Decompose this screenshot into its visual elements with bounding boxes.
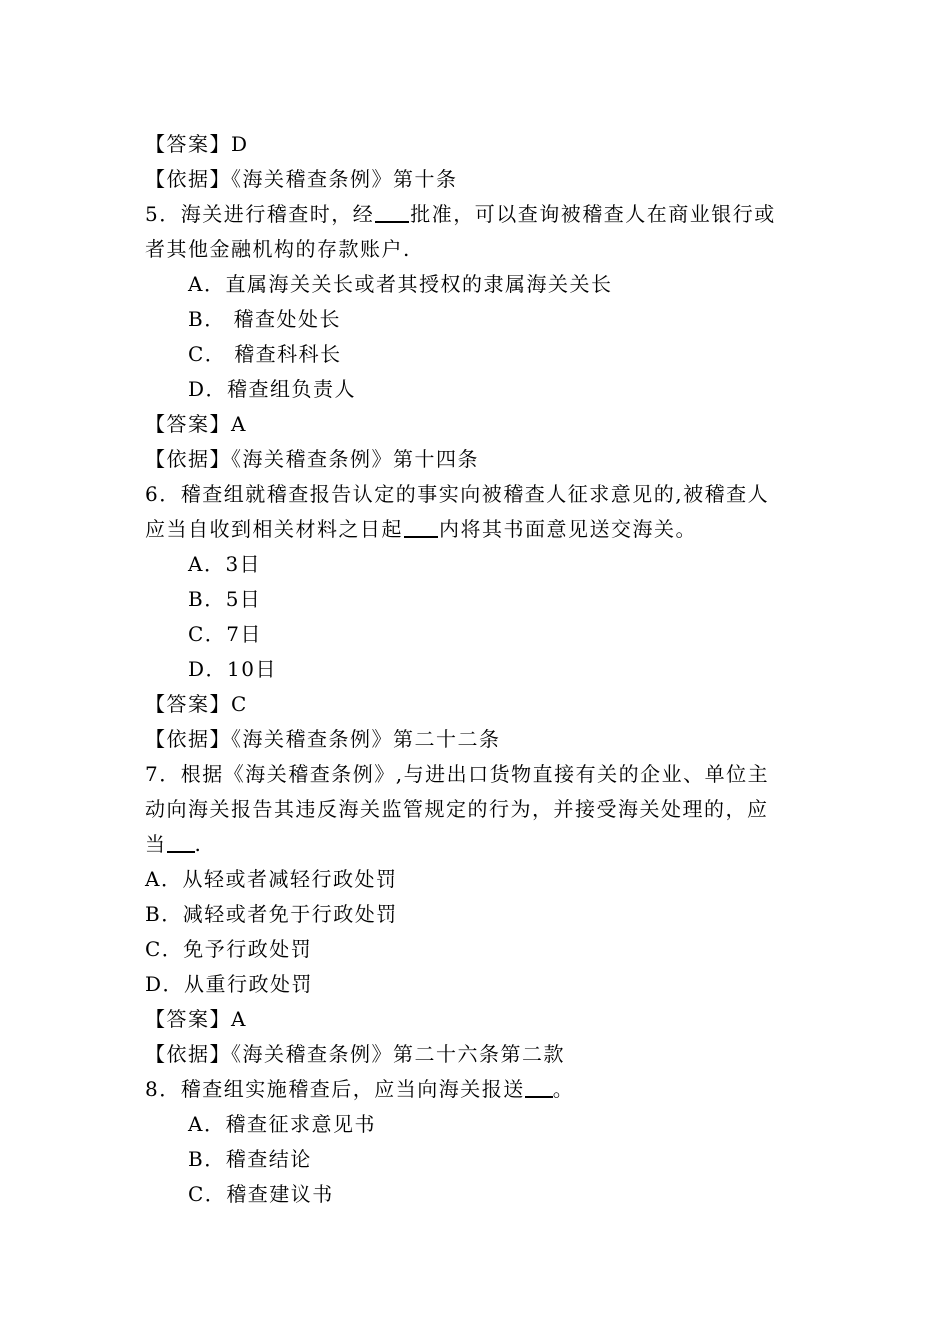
basis-line [145, 442, 479, 477]
option-c: C．7日 [188, 622, 263, 646]
basis-text: 《海关稽查条例》第十四条 [231, 447, 479, 471]
option-b: B．稽查结论 [188, 1147, 312, 1171]
question-5-line-1 [145, 197, 776, 232]
answer-blank [404, 518, 438, 538]
question-text: 者其他金融机构的存款账户. [145, 237, 411, 261]
option-c: C．免予行政处罚 [145, 937, 313, 961]
answer-value: A [231, 1007, 247, 1031]
answer-tag: 【答案】 [145, 692, 231, 716]
basis-line [145, 162, 458, 197]
question-text: 。 [552, 1077, 575, 1101]
question-text: 7．根据《海关稽查条例》,与进出口货物直接有关的企业、单位主 [145, 762, 770, 786]
option-a: A．3日 [188, 552, 262, 576]
answer-tag: 【答案】 [145, 1007, 231, 1031]
basis-tag: 【依据】 [145, 167, 231, 191]
answer-blank [375, 203, 409, 223]
answer-value: C [231, 692, 248, 716]
option-c: C． 稽查科科长 [188, 342, 342, 366]
question-text: 当 [145, 832, 167, 856]
question-5-line-2 [145, 232, 411, 267]
question-8-line-1 [145, 1072, 574, 1107]
question-text: . [194, 832, 203, 856]
question-text: 8．稽查组实施稽查后，应当向海关报送 [145, 1077, 525, 1101]
answer-value: A [231, 412, 247, 436]
answer-value: D [231, 132, 249, 156]
question-text: 批准，可以查询被稽查人在商业银行或 [410, 202, 776, 226]
basis-tag: 【依据】 [145, 727, 231, 751]
basis-tag: 【依据】 [145, 447, 231, 471]
basis-text: 《海关稽查条例》第二十六条第二款 [231, 1042, 565, 1066]
option-a: A．直属海关关长或者其授权的隶属海关关长 [188, 272, 613, 296]
question-7-line-1 [145, 757, 769, 792]
option-a: A．稽查征求意见书 [188, 1112, 376, 1136]
answer-blank [525, 1078, 553, 1098]
answer-tag: 【答案】 [145, 412, 231, 436]
basis-tag: 【依据】 [145, 1042, 231, 1066]
question-6-line-1 [145, 477, 769, 512]
question-text: 6．稽查组就稽查报告认定的事实向被稽查人征求意见的,被稽查人 [145, 482, 770, 506]
question-text: 内将其书面意见送交海关。 [439, 517, 697, 541]
answer-line [145, 1002, 247, 1037]
option-d: D．10日 [188, 657, 277, 681]
question-7-line-3 [145, 827, 202, 862]
option-b: B．减轻或者免于行政处罚 [145, 902, 398, 926]
answer-line [145, 127, 249, 162]
option-b: B．5日 [188, 587, 262, 611]
question-text: 5．海关进行稽查时，经 [145, 202, 375, 226]
answer-line [145, 687, 248, 722]
option-a: A．从轻或者减轻行政处罚 [145, 867, 398, 891]
answer-line [145, 407, 247, 442]
basis-line [145, 1037, 565, 1072]
question-text: 应当自收到相关材料之日起 [145, 517, 403, 541]
answer-tag: 【答案】 [145, 132, 231, 156]
basis-text: 《海关稽查条例》第二十二条 [231, 727, 501, 751]
option-c: C．稽查建议书 [188, 1182, 334, 1206]
basis-line [145, 722, 501, 757]
question-6-line-2 [145, 512, 697, 547]
question-7-line-2 [145, 792, 769, 827]
answer-blank [167, 833, 195, 853]
option-b: B． 稽查处处长 [188, 307, 342, 331]
option-d: D．稽查组负责人 [188, 377, 357, 401]
question-text: 动向海关报告其违反海关监管规定的行为，并接受海关处理的，应 [145, 797, 769, 821]
option-d: D．从重行政处罚 [145, 972, 314, 996]
basis-text: 《海关稽查条例》第十条 [231, 167, 458, 191]
